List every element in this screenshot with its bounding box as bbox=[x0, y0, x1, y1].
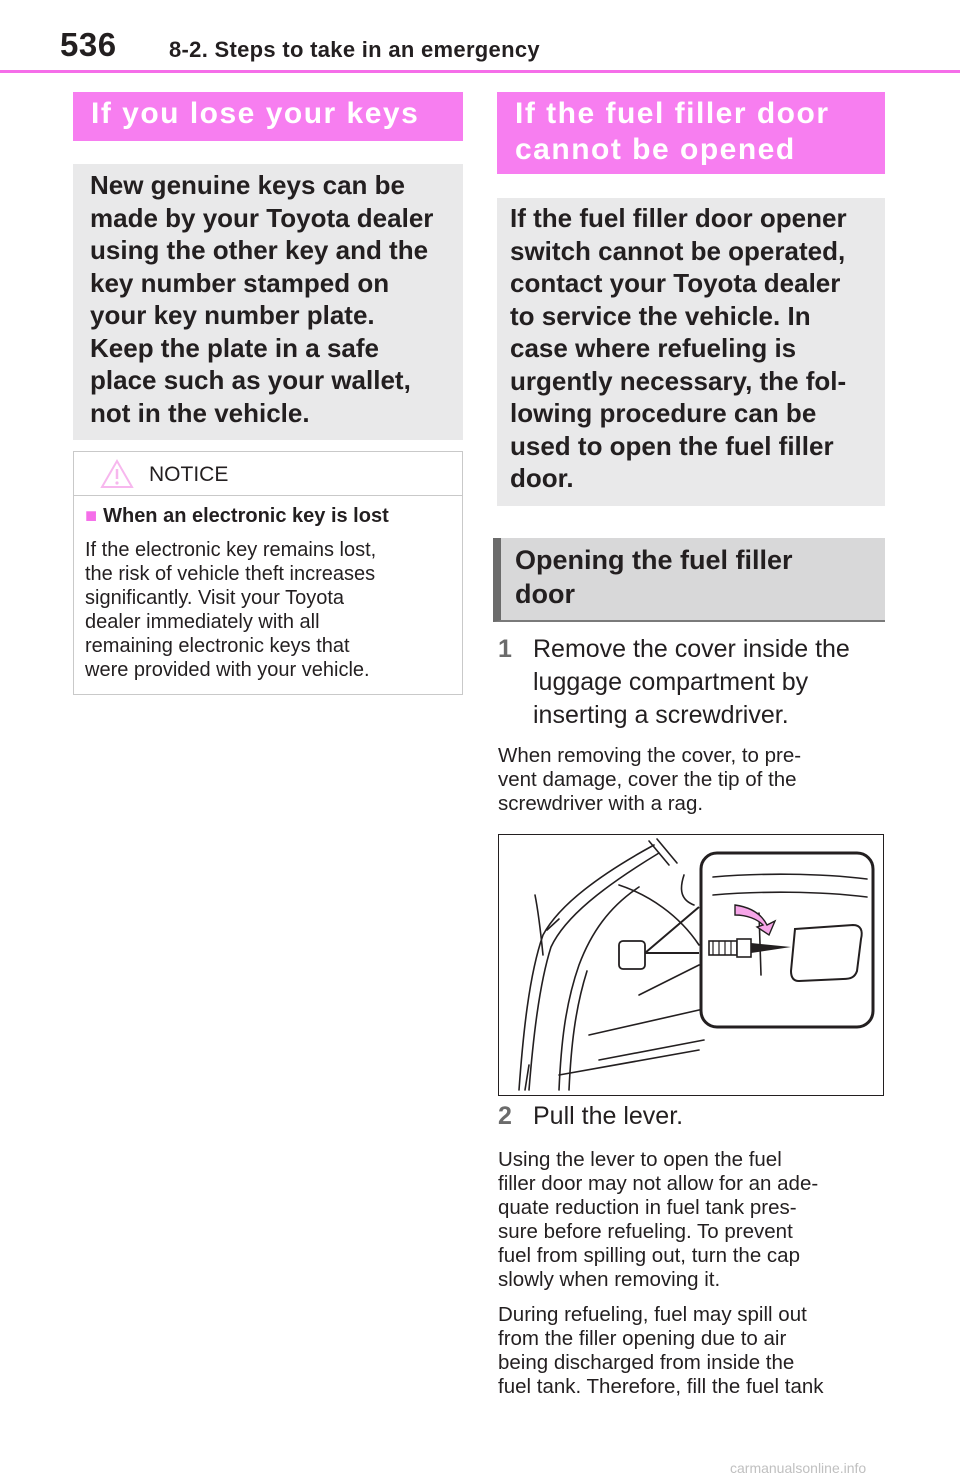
header-rule bbox=[0, 70, 960, 73]
notice-header bbox=[74, 452, 462, 496]
luggage-compartment-cover-illustration bbox=[499, 835, 883, 1095]
step-number: 2 bbox=[498, 1102, 512, 1130]
intro-line: switch cannot be operated, bbox=[510, 235, 846, 266]
intro-line: contact your Toyota dealer bbox=[510, 268, 841, 298]
intro-line: key number stamped on bbox=[90, 267, 390, 298]
step-1 bbox=[498, 633, 898, 733]
fuel-door-intro-box bbox=[497, 198, 885, 506]
notice-line: the risk of vehicle theft increases bbox=[85, 563, 376, 585]
notice-line: dealer immediately with all bbox=[85, 611, 320, 633]
note-line: sure before refueling. To prevent bbox=[498, 1220, 793, 1243]
page-number: 536 bbox=[60, 26, 117, 63]
step-2-note-2 bbox=[498, 1303, 893, 1399]
step-line: Pull the lever. bbox=[533, 1102, 684, 1130]
intro-line: not in the vehicle. bbox=[90, 397, 310, 428]
step-number: 1 bbox=[498, 635, 512, 663]
notice-body bbox=[85, 538, 460, 682]
intro-line: urgently necessary, the fol- bbox=[510, 365, 847, 396]
fuel-door-heading-line: If the fuel filler door bbox=[515, 97, 830, 130]
step-line: inserting a screwdriver. bbox=[533, 701, 789, 729]
notice-line: remaining electronic keys that bbox=[85, 635, 350, 657]
notice-line: significantly. Visit your Toyota bbox=[85, 587, 345, 609]
warning-triangle-icon bbox=[100, 458, 134, 490]
watermark: carmanualsonline.info bbox=[730, 1460, 867, 1476]
note-line: screwdriver with a rag. bbox=[498, 792, 704, 815]
notice-subheading-text: When an electronic key is lost bbox=[103, 505, 389, 527]
intro-line: place such as your wallet, bbox=[90, 365, 411, 395]
step-line: Remove the cover inside the bbox=[533, 635, 850, 663]
note-line: vent damage, cover the tip of the bbox=[498, 768, 797, 791]
note-line: being discharged from inside the bbox=[498, 1351, 795, 1374]
intro-line: New genuine keys can be bbox=[90, 170, 406, 200]
luggage-compartment-figure bbox=[498, 834, 884, 1096]
opening-fuel-door-subheading bbox=[493, 538, 885, 622]
notice-subheading bbox=[85, 505, 389, 528]
notice-line: were provided with your vehicle. bbox=[85, 659, 370, 681]
note-line: When removing the cover, to pre- bbox=[498, 744, 802, 767]
intro-line: If the fuel filler door opener bbox=[510, 203, 847, 233]
intro-line: door. bbox=[510, 463, 574, 493]
lost-keys-heading bbox=[73, 92, 463, 141]
subheading-line: door bbox=[515, 579, 575, 609]
intro-line: case where refueling is bbox=[510, 333, 797, 363]
intro-line: made by your Toyota dealer bbox=[90, 202, 434, 233]
intro-line: to service the vehicle. In bbox=[510, 300, 811, 331]
note-line: filler door may not allow for an ade- bbox=[498, 1172, 819, 1195]
note-line: Using the lever to open the fuel bbox=[498, 1148, 782, 1171]
step-1-note bbox=[498, 744, 888, 816]
page-header bbox=[0, 0, 960, 76]
fuel-door-heading bbox=[497, 92, 885, 174]
step-text bbox=[533, 1100, 893, 1133]
lost-keys-heading-text: If you lose your keys bbox=[91, 97, 420, 130]
fuel-door-heading-line: cannot be opened bbox=[515, 133, 796, 166]
intro-line: lowing procedure can be bbox=[510, 398, 817, 428]
section-title: 8-2. Steps to take in an emergency bbox=[169, 37, 540, 62]
notice-box bbox=[73, 451, 463, 695]
note-line: slowly when removing it. bbox=[498, 1268, 721, 1291]
intro-line: your key number plate. bbox=[90, 300, 375, 330]
intro-line: Keep the plate in a safe bbox=[90, 332, 379, 363]
subheading-line: Opening the fuel filler bbox=[515, 545, 793, 575]
intro-line: using the other key and the bbox=[90, 235, 429, 265]
note-line: fuel from spilling out, turn the cap bbox=[498, 1244, 800, 1267]
note-line: from the filler opening due to air bbox=[498, 1327, 787, 1350]
intro-line: used to open the fuel filler bbox=[510, 430, 834, 461]
step-line: luggage compartment by bbox=[533, 668, 809, 696]
notice-line: If the electronic key remains lost, bbox=[85, 539, 377, 561]
lost-keys-intro-box bbox=[73, 164, 463, 440]
square-bullet-icon: ■ bbox=[85, 505, 98, 527]
note-line: During refueling, fuel may spill out bbox=[498, 1303, 807, 1326]
step-2 bbox=[498, 1100, 898, 1134]
note-line: fuel tank. Therefore, fill the fuel tank bbox=[498, 1375, 824, 1398]
note-line: quate reduction in fuel tank pres- bbox=[498, 1196, 797, 1219]
step-text bbox=[533, 633, 893, 732]
step-2-note bbox=[498, 1148, 893, 1292]
notice-label: NOTICE bbox=[149, 463, 229, 486]
